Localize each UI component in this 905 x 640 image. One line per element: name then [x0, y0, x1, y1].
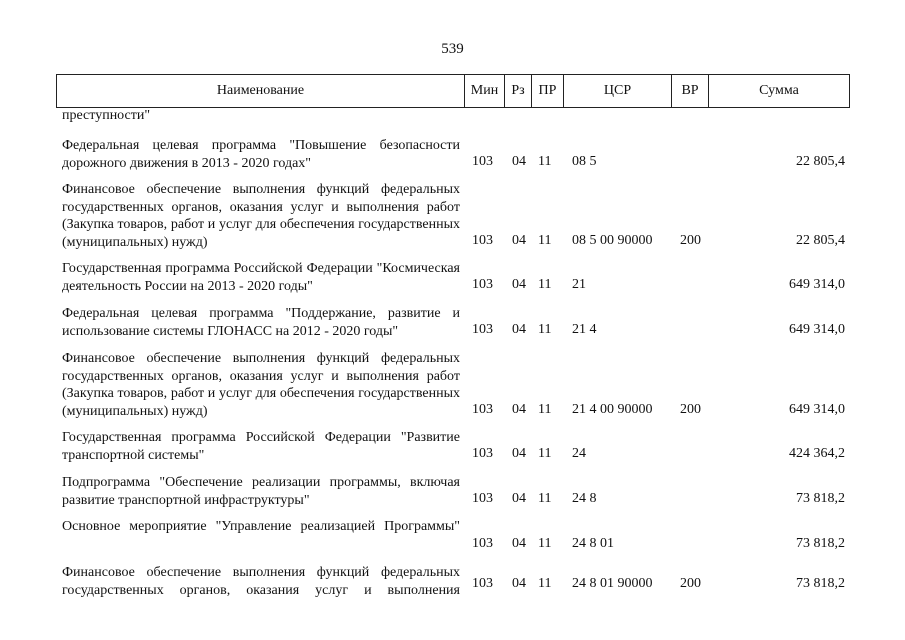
row-rz: 04 [512, 154, 526, 169]
row-vr: 200 [680, 233, 701, 248]
row-csr: 21 4 [572, 322, 597, 337]
row-vr: 200 [680, 576, 701, 591]
row-min: 103 [472, 576, 493, 591]
header-min: Мин [464, 75, 504, 107]
row-name: Подпрограмма "Обеспечение реализации программы, включая развитие транспортной инфраструктуры" [62, 475, 460, 508]
row-min: 103 [472, 491, 493, 506]
header-csr: ЦСР [563, 75, 671, 107]
row-sum: 424 364,2 [789, 446, 845, 461]
row-sum: 649 314,0 [789, 322, 845, 337]
row-rz: 04 [512, 576, 526, 591]
row-name: Финансовое обеспечение выполнения функций федеральных государственных органов, оказания услуг и выполнения работ (Закупка товаров, работ и услуг для обеспечения государственных (муниципальных) нужд) [62, 182, 460, 250]
row-pr: 11 [538, 446, 552, 461]
row-name: Основное мероприятие "Управление реализацией Программы" [62, 519, 460, 534]
row-name: Федеральная целевая программа "Поддержание, развитие и использование системы ГЛОНАСС на 2012 - 2020 годы" [62, 306, 460, 339]
row-pr: 11 [538, 154, 552, 169]
row-csr: 24 8 01 90000 [572, 576, 653, 591]
row-vr: 200 [680, 402, 701, 417]
row-rz: 04 [512, 233, 526, 248]
row-sum: 22 805,4 [796, 154, 845, 169]
continued-text: преступности" [62, 108, 151, 123]
header-vr: ВР [671, 75, 708, 107]
row-rz: 04 [512, 536, 526, 551]
header-sum: Сумма [708, 75, 850, 107]
row-rz: 04 [512, 446, 526, 461]
row-sum: 73 818,2 [796, 536, 845, 551]
row-pr: 11 [538, 233, 552, 248]
row-name: Государственная программа Российской Федерации "Развитие транспортной системы" [62, 430, 460, 463]
row-min: 103 [472, 154, 493, 169]
row-pr: 11 [538, 322, 552, 337]
row-min: 103 [472, 402, 493, 417]
row-rz: 04 [512, 402, 526, 417]
row-csr: 21 [572, 277, 586, 292]
page-number: 539 [441, 41, 464, 57]
row-min: 103 [472, 536, 493, 551]
row-min: 103 [472, 233, 493, 248]
table-header [56, 74, 850, 108]
row-pr: 11 [538, 491, 552, 506]
row-min: 103 [472, 446, 493, 461]
header-rz: Рз [504, 75, 531, 107]
row-sum: 22 805,4 [796, 233, 845, 248]
row-csr: 24 8 01 [572, 536, 614, 551]
row-sum: 73 818,2 [796, 576, 845, 591]
row-name: Финансовое обеспечение выполнения функций федеральных государственных органов, оказания услуг и выполнения работ (Закупка товаров, работ и услуг для обеспечения государственных (муниципальных) нужд) [62, 351, 460, 419]
row-name: Федеральная целевая программа "Повышение безопасности дорожного движения в 2013 - 2020 годах" [62, 138, 460, 171]
row-csr: 08 5 [572, 154, 597, 169]
header-name: Наименование [56, 75, 464, 107]
row-csr: 21 4 00 90000 [572, 402, 653, 417]
row-csr: 24 8 [572, 491, 597, 506]
row-pr: 11 [538, 576, 552, 591]
row-min: 103 [472, 277, 493, 292]
row-pr: 11 [538, 402, 552, 417]
row-min: 103 [472, 322, 493, 337]
row-sum: 649 314,0 [789, 402, 845, 417]
header-pr: ПР [531, 75, 563, 107]
row-rz: 04 [512, 277, 526, 292]
row-csr: 24 [572, 446, 586, 461]
row-rz: 04 [512, 491, 526, 506]
row-pr: 11 [538, 536, 552, 551]
row-name: Государственная программа Российской Федерации "Космическая деятельность России на 2013 - 2020 годы" [62, 261, 460, 294]
row-sum: 73 818,2 [796, 491, 845, 506]
row-name: Финансовое обеспечение выполнения функций федеральных государственных органов, оказания услуг и выполнения [62, 565, 460, 598]
row-pr: 11 [538, 277, 552, 292]
row-rz: 04 [512, 322, 526, 337]
row-sum: 649 314,0 [789, 277, 845, 292]
row-csr: 08 5 00 90000 [572, 233, 653, 248]
